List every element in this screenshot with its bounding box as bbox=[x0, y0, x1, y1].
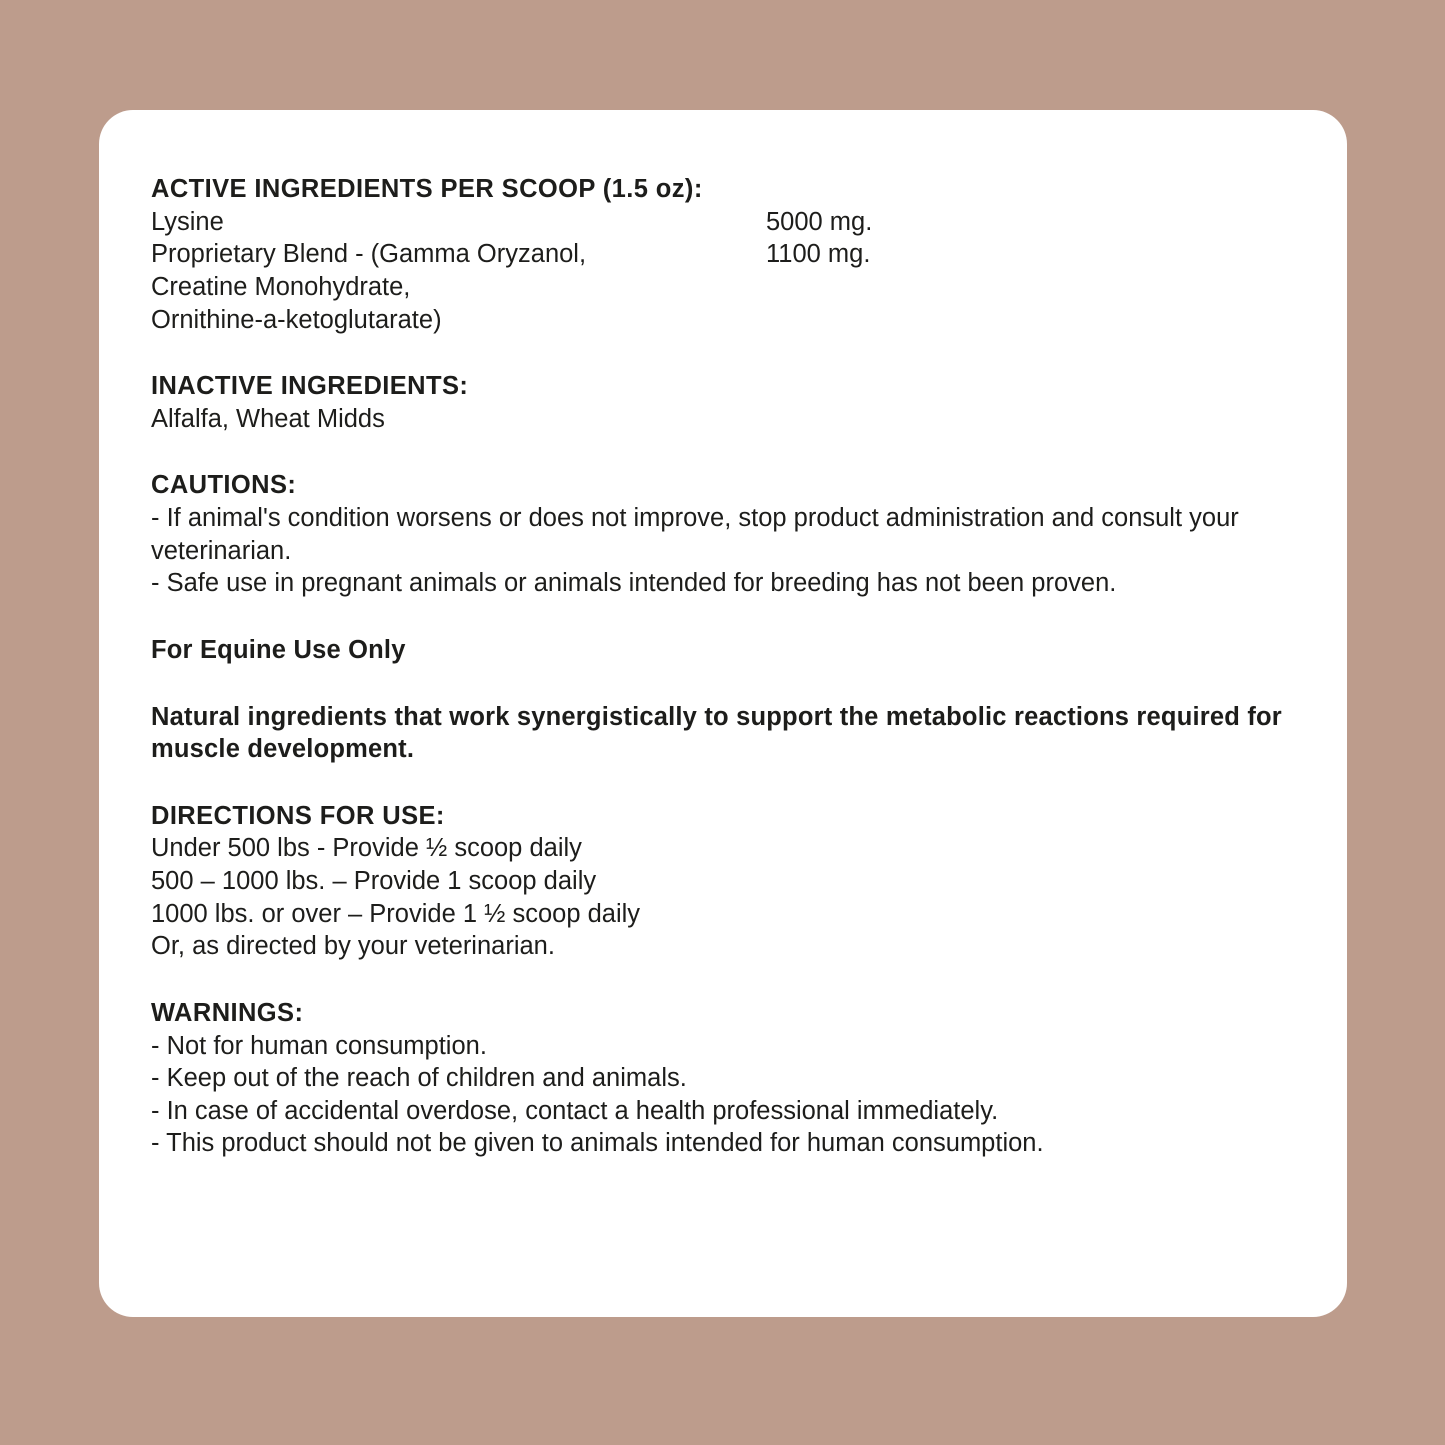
ingredient-row bbox=[151, 238, 1307, 271]
benefit-statement-section bbox=[151, 701, 1307, 766]
active-ingredients-heading: ACTIVE INGREDIENTS PER SCOOP (1.5 oz): bbox=[151, 175, 703, 203]
ingredient-amount: 5000 mg. bbox=[766, 207, 873, 236]
active-ingredients-section bbox=[151, 173, 1307, 336]
warning-line: - Not for human consumption. bbox=[151, 1031, 487, 1060]
cautions-lines bbox=[151, 502, 1307, 600]
equine-use-note: For Equine Use Only bbox=[151, 635, 406, 664]
warnings-lines bbox=[151, 1030, 1307, 1161]
caution-line: - Safe use in pregnant animals or animals intended for breeding has not been proven. bbox=[151, 569, 1117, 598]
cautions-heading: CAUTIONS: bbox=[151, 471, 297, 500]
direction-line: Or, as directed by your veterinarian. bbox=[151, 932, 555, 961]
directions-section bbox=[151, 800, 1307, 963]
ingredient-row bbox=[151, 304, 1307, 337]
direction-line: Under 500 lbs - Provide ½ scoop daily bbox=[151, 834, 582, 863]
ingredient-name: Creatine Monohydrate, bbox=[151, 272, 411, 301]
warning-line: - This product should not be given to animals intended for human consumption. bbox=[151, 1129, 1044, 1158]
direction-line: 1000 lbs. or over – Provide 1 ½ scoop daily bbox=[151, 899, 641, 928]
warnings-section bbox=[151, 997, 1307, 1160]
ingredient-name: Lysine bbox=[151, 207, 224, 236]
directions-lines bbox=[151, 832, 1307, 963]
ingredient-row bbox=[151, 206, 1307, 239]
warnings-heading: WARNINGS: bbox=[151, 998, 304, 1027]
label-content bbox=[151, 173, 1307, 1160]
cautions-section bbox=[151, 469, 1307, 600]
ingredient-name: Proprietary Blend - (Gamma Oryzanol, bbox=[151, 240, 587, 269]
inactive-ingredients-text: Alfalfa, Wheat Midds bbox=[151, 404, 385, 433]
warning-line: - In case of accidental overdose, contact a health professional immediately. bbox=[151, 1096, 999, 1125]
ingredient-amount: 1100 mg. bbox=[766, 240, 871, 269]
benefit-statement: Natural ingredients that work synergistically to support the metabolic reactions required for muscle development. bbox=[151, 702, 1282, 764]
inactive-ingredients-heading: INACTIVE INGREDIENTS: bbox=[151, 372, 469, 401]
ingredient-name: Ornithine-a-ketoglutarate) bbox=[151, 305, 442, 334]
ingredient-row bbox=[151, 271, 1307, 304]
direction-line: 500 – 1000 lbs. – Provide 1 scoop daily bbox=[151, 867, 597, 895]
caution-line: - If animal's condition worsens or does not improve, stop product administration and consult your veterinarian. bbox=[151, 504, 1239, 565]
warning-line: - Keep out of the reach of children and animals. bbox=[151, 1064, 687, 1093]
equine-use-section bbox=[151, 634, 1307, 667]
inactive-ingredients-section bbox=[151, 370, 1307, 435]
product-label-card bbox=[99, 110, 1347, 1317]
directions-heading: DIRECTIONS FOR USE: bbox=[151, 801, 445, 830]
